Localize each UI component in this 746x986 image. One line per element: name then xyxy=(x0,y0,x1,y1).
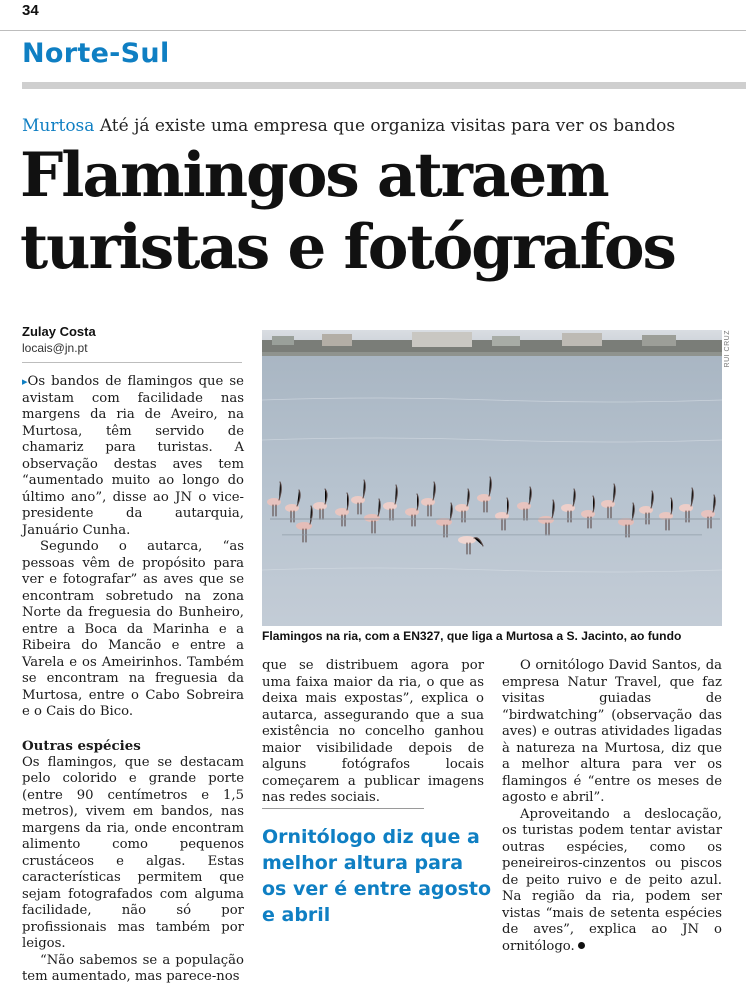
kicker-place: Murtosa xyxy=(22,116,95,136)
paragraph: O ornitólogo David Santos, da empresa Natur Travel, que faz visitas guiadas de “birdwatching” (observação das aves) e outras atividades ligadas à natureza na Murtosa, diz que a melhor altura para ver os flamingos é “entre os meses de agosto e abril”. xyxy=(502,658,722,805)
pullquote: Ornitólogo diz que a melhor altura para os ver é entre agosto e abril xyxy=(262,826,492,926)
photo-credit: RUI CRUZ xyxy=(724,330,731,368)
page-number: 34 xyxy=(22,2,39,19)
byline xyxy=(22,324,96,355)
lead-arrow-icon: ▸ xyxy=(22,375,28,388)
article-column-3 xyxy=(502,658,722,955)
paragraph: que se distribuem agora por uma faixa maior da ria, o que as deixa mais expostas”, explica o autarca, assegurando que a sua existência no concelho ganhou maior visibilidade depois de alguns fotógrafos locais começarem a publicar imagens nas redes sociais. xyxy=(262,658,484,805)
headline-line-2: turistas e fotógrafos xyxy=(20,212,675,283)
author-email: locais@jn.pt xyxy=(22,341,88,355)
headline xyxy=(20,140,675,284)
author-name: Zulay Costa xyxy=(22,324,96,339)
article-column-1 xyxy=(22,374,244,986)
section-title: Norte-Sul xyxy=(22,38,170,69)
pullquote-divider xyxy=(262,808,424,809)
end-mark-icon xyxy=(578,942,585,949)
section-divider xyxy=(22,82,746,89)
paragraph: “Não sabemos se a população tem aumentado, mas parece-nos xyxy=(22,952,244,984)
headline-line-1: Flamingos atraem xyxy=(20,140,608,211)
kicker xyxy=(22,116,675,136)
paragraph: Os bandos de flamingos que se avistam com facilidade nas margens da ria de Aveiro, na Murtosa, têm servido de chamariz para turistas. A observação destas aves tem “aumentado muito ao longo do último ano”, disse ao JN o vice-presidente da autarquia, Januário Cunha. xyxy=(22,374,244,538)
paragraph: Segundo o autarca, “as pessoas vêm de propósito para ver e fotografar” as aves que se encontram sobretudo na zona Norte da freguesia do Bunheiro, entre a Boca da Marinha e a Ribeira do Mancão e entre a Varela e os Ameirinhos. Também se encontram na freguesia da Murtosa, entre o Cabo Sobreira e o Cais do Bico. xyxy=(22,539,244,719)
paragraph: Os flamingos, que se destacam pelo colorido e grande porte (entre 90 centímetros e 1,5 metros), vivem em bandos, nas margens da ria, onde encontram alimento como pequenos crustáceos e algas. Estas características permitem que sejam fotografados com alguma facilidade, não só por profissionais mas também por leigos. xyxy=(22,754,244,951)
top-divider xyxy=(0,30,746,31)
kicker-text: Até já existe uma empresa que organiza visitas para ver os bandos xyxy=(99,116,676,136)
photo-caption: Flamingos na ria, com a EN327, que liga a Murtosa a S. Jacinto, ao fundo xyxy=(262,629,682,643)
paragraph: Aproveitando a deslocação, os turistas podem tentar avistar outras espécies, como os peneireiros-cinzentos ou piscos de peito ruivo e de peito azul. Na região da ria, podem ser vistas “mais de setenta espécies de aves”, explica ao JN o ornitólogo. xyxy=(502,806,722,954)
flamingos-photo xyxy=(262,330,722,626)
byline-divider xyxy=(22,362,242,363)
subheading: Outras espécies xyxy=(22,737,141,754)
article-column-2 xyxy=(262,658,484,807)
